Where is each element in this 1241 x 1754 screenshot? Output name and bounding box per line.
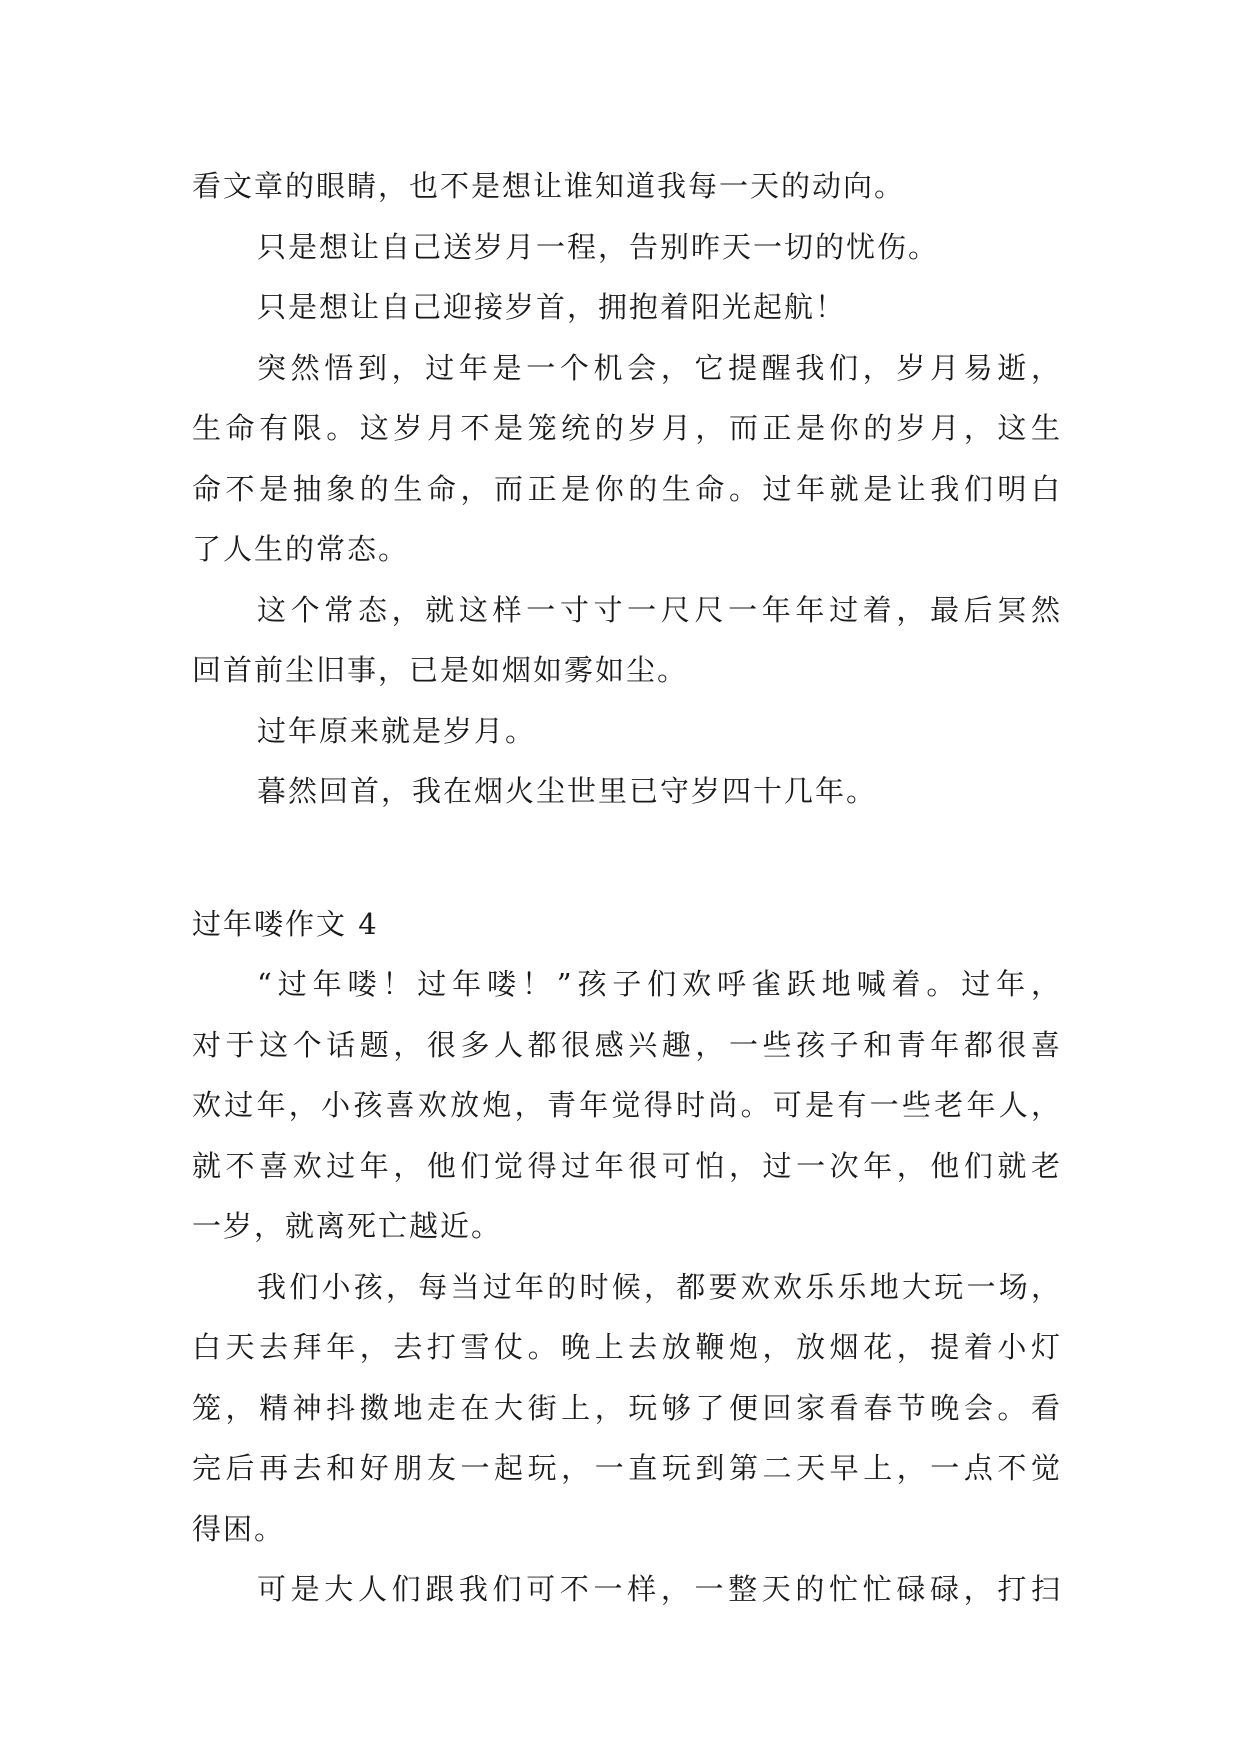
text-line: 突然悟到，过年是一个机会，它提醒我们，岁月易逝， (257, 350, 1062, 385)
text-line: 只是想让自己迎接岁首，拥抱着阳光起航！ (257, 290, 847, 324)
text-line: 生命有限。这岁月不是笼统的岁月，而正是你的岁月，这生 (192, 411, 1062, 445)
text-line: 就不喜欢过年，他们觉得过年很可怕，过一次年，他们就老 (192, 1148, 1062, 1183)
text-line: 回首前尘旧事，已是如烟如雾如尘。 (192, 653, 689, 687)
text-line: 只是想让自己送岁月一程，告别昨天一切的忧伤。 (257, 229, 940, 264)
text-line: 了人生的常态。 (192, 532, 410, 566)
paragraph (192, 277, 1062, 338)
text-line: 暮然回首，我在烟火尘世里已守岁四十几年。 (257, 774, 878, 808)
text-line: 笼，精神抖擞地走在大街上，玩够了便回家看春节晚会。看 (192, 1390, 1062, 1425)
paragraph (192, 338, 1062, 580)
section-gap (192, 822, 1062, 894)
essay-heading: 过年喽作文 4 (192, 906, 379, 941)
text-line: 命不是抽象的生命，而正是你的生命。过年就是让我们明白 (192, 471, 1062, 506)
section-previous-essay (192, 156, 1062, 822)
text-line: 这个常态，就这样一寸寸一尺尺一年年过着，最后冥然 (257, 592, 1062, 627)
text-line: 对于这个话题，很多人都很感兴趣，一些孩子和青年都很喜 (192, 1027, 1062, 1062)
paragraph (192, 580, 1062, 701)
text-line: 完后再去和好朋友一起玩，一直玩到第二天早上，一点不觉 (192, 1451, 1062, 1485)
text-line: 过年原来就是岁月。 (257, 713, 537, 748)
paragraph (192, 156, 1062, 217)
paragraph (192, 1559, 1062, 1620)
document-body (192, 156, 1062, 1620)
text-line: “过年喽！过年喽！”孩子们欢呼雀跃地喊着。过年， (257, 967, 1062, 1001)
paragraph (192, 217, 1062, 278)
text-line: 一岁，就离死亡越近。 (192, 1209, 503, 1243)
paragraph (192, 701, 1062, 762)
text-line: 我们小孩，每当过年的时候，都要欢欢乐乐地大玩一场， (257, 1269, 1062, 1304)
text-line: 得困。 (192, 1511, 286, 1546)
text-line: 看文章的眼睛，也不是想让谁知道我每一天的动向。 (192, 169, 906, 203)
section-essay-4 (192, 894, 1062, 1620)
paragraph (192, 1257, 1062, 1560)
text-line: 可是大人们跟我们可不一样，一整天的忙忙碌碌，打扫 (257, 1572, 1062, 1606)
text-line: 白天去拜年，去打雪仗。晚上去放鞭炮，放烟花，提着小灯 (192, 1330, 1062, 1364)
paragraph (192, 761, 1062, 822)
text-line: 欢过年，小孩喜欢放炮，青年觉得时尚。可是有一些老年人， (192, 1088, 1062, 1122)
paragraph (192, 954, 1062, 1257)
